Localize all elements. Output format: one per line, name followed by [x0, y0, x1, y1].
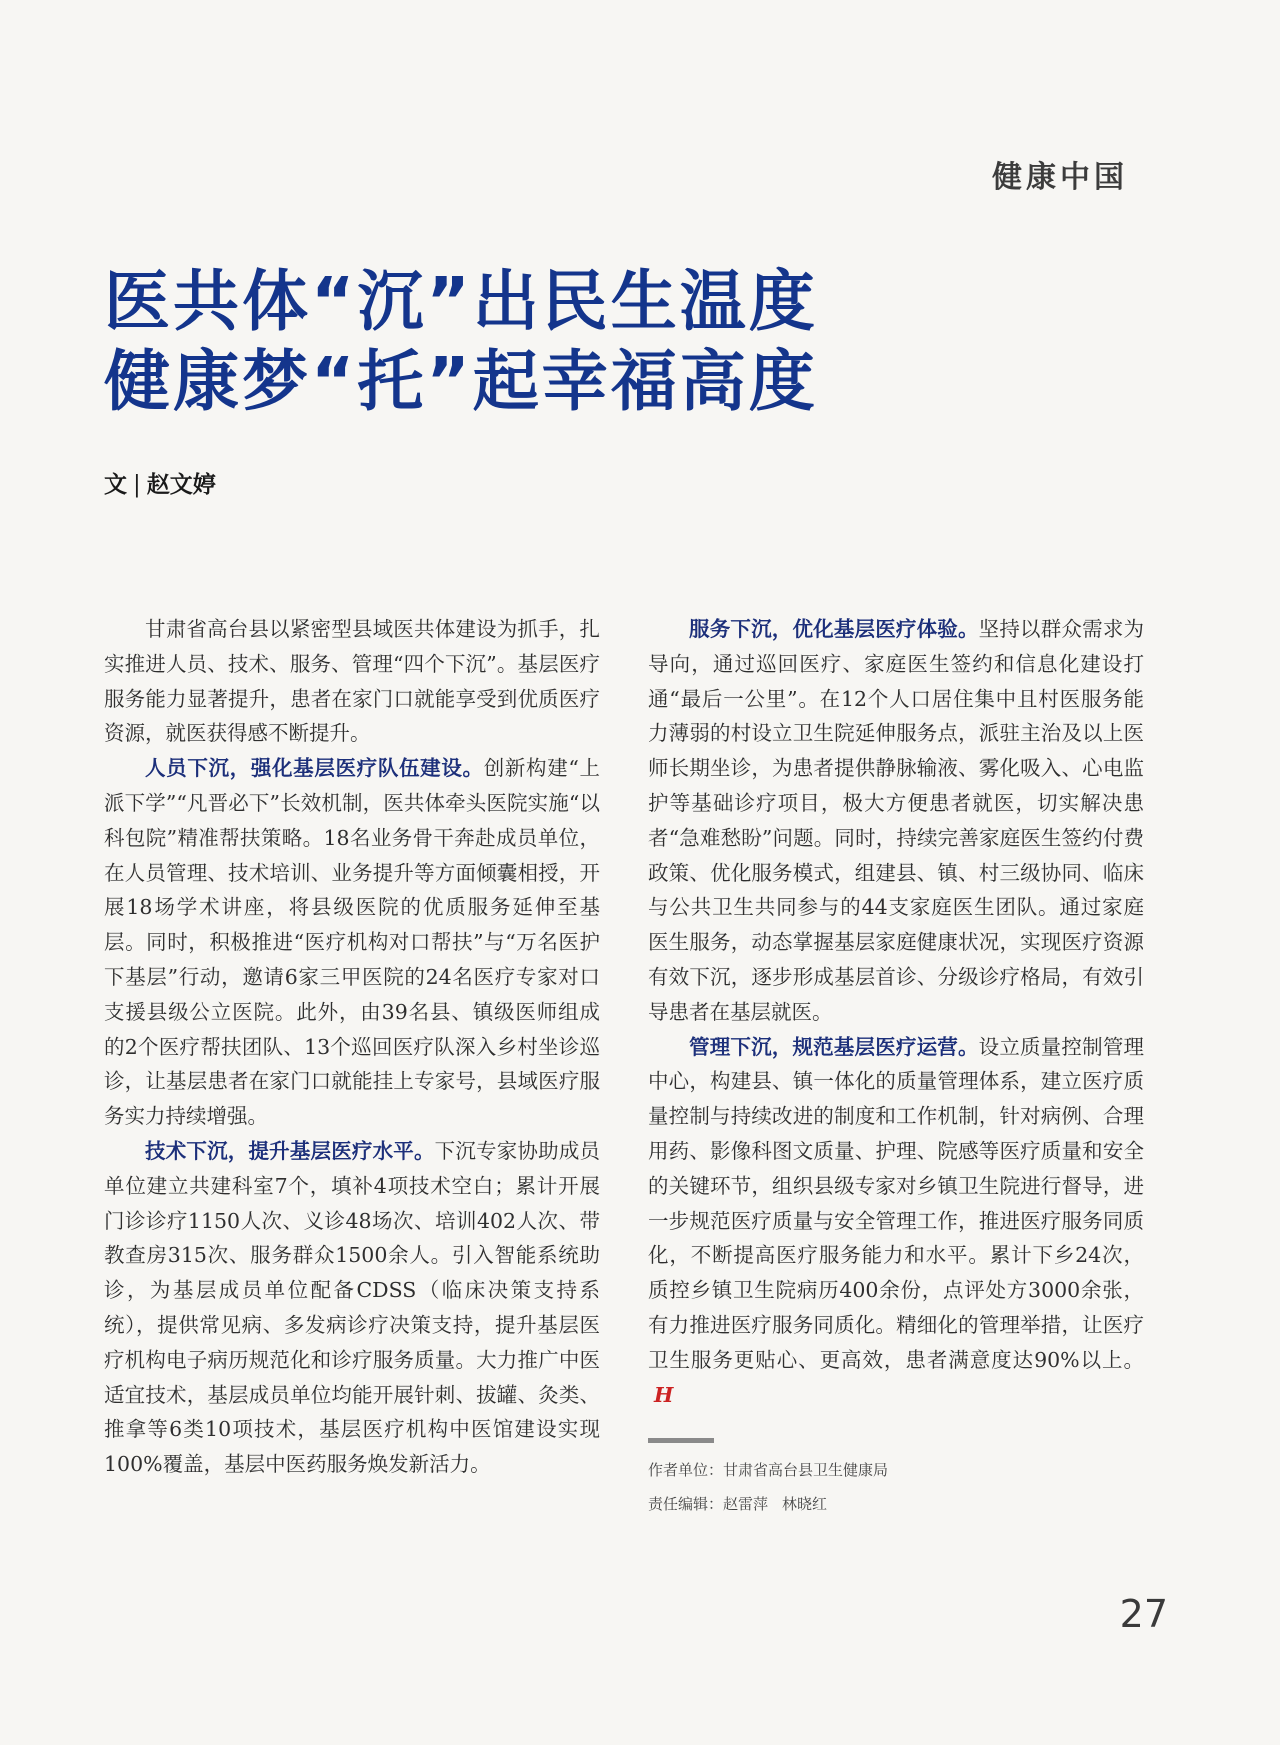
paragraph-body: 下沉专家协助成员单位建立共建科室7个，填补4项技术空白；累计开展门诊诊疗1150人次、义诊48场次、培训402人次、带教查房315次、服务群众1500余人。引入智能系统助诊，为基层成员单位配备CDSS（临床决策支持系统），提供常见病、多发病诊疗决策支持，提升基层医疗机构电子病历规范化和诊疗服务质量。大力推广中医适宜技术，基层成员单位均能开展针刺、拔罐、灸类、推拿等6类10项技术，基层医疗机构中医馆建设实现100%覆盖，基层中医药服务焕发新活力。 — [104, 1138, 601, 1477]
author-unit — [648, 1453, 1144, 1487]
paragraph-lead: 服务下沉，优化基层医疗体验。 — [689, 617, 979, 641]
title-line-1: 医共体“沉”出民生温度 — [104, 263, 818, 340]
paragraph-lead: 管理下沉，规范基层医疗运营。 — [689, 1034, 979, 1059]
responsible-editors — [648, 1487, 1144, 1521]
page-number: 27 — [1119, 1592, 1168, 1636]
section-label: 健康中国 — [992, 160, 1128, 195]
paragraph-service — [648, 612, 1144, 1030]
paragraph-lead: 技术下沉，提升基层医疗水平。 — [145, 1138, 435, 1163]
title-line-2: 健康梦“托”起幸福高度 — [104, 343, 818, 420]
byline — [104, 466, 216, 499]
editor-label: 责任编辑： — [648, 1495, 724, 1514]
byline-prefix: 文 — [104, 471, 127, 498]
paragraph-body: 创新构建“上派下学”“凡晋必下”长效机制，医共体牵头医院实施“以科包院”精准帮扶策略。18名业务骨干奔赴成员单位，在人员管理、技术培训、业务提升等方面倾囊相授，开展18场学术讲座，将县级医院的优质服务延伸至基层。同时，积极推进“医疗机构对口帮扶”与“万名医护下基层”行动，邀请6家三甲医院的24名医疗专家对口支援县级公立医院。此外，由39名县、镇级医师组成的2个医疗帮扶团队、13个巡回医疗队深入乡村坐诊巡诊，让基层患者在家门口就能挂上专家号，县域医疗服务实力持续增强。 — [104, 756, 601, 1129]
credits-divider — [648, 1438, 714, 1443]
paragraph-management — [648, 1030, 1144, 1413]
paragraph-body: 设立质量控制管理中心，构建县、镇一体化的质量管理体系，建立医疗质量控制与持续改进的制度和工作机制，针对病例、合理用药、影像科图文质量、护理、院感等医疗质量和安全的关键环节，组织县级专家对乡镇卫生院进行督导，进一步规范医疗质量与安全管理工作，推进医疗服务同质化，不断提高医疗服务能力和水平。累计下乡24次，质控乡镇卫生院病历400余份，点评处方3000余张，有力推进医疗服务同质化。精细化的管理举措，让医疗卫生服务更贴心、更高效，患者满意度达90%以上。 — [648, 1034, 1145, 1372]
credits — [648, 1453, 1144, 1521]
author-unit-label: 作者单位： — [648, 1461, 724, 1480]
paragraph-technology — [104, 1134, 600, 1482]
byline-separator: | — [133, 472, 141, 498]
article-column-left — [104, 612, 600, 1482]
editor-name: 赵雷萍 — [723, 1495, 769, 1514]
editor-name: 林晓红 — [782, 1495, 828, 1514]
paragraph-personnel — [104, 751, 600, 1134]
article-column-right — [648, 612, 1144, 1521]
paragraph-lead: 人员下沉，强化基层医疗队伍建设。 — [145, 756, 484, 781]
article-title — [104, 262, 818, 422]
end-mark-icon: H — [654, 1382, 674, 1407]
author-unit-value: 甘肃省高台县卫生健康局 — [723, 1461, 889, 1480]
paragraph-body: 坚持以群众需求为导向，通过巡回医疗、家庭医生签约和信息化建设打通“最后一公里”。在12个人口居住集中且村医服务能力薄弱的村设立卫生院延伸服务点，派驻主治及以上医师长期坐诊，为患者提供静脉输液、雾化吸入、心电监护等基础诊疗项目，极大方便患者就医，切实解决患者“急难愁盼”问题。同时，持续完善家庭医生签约付费政策、优化服务模式，组建县、镇、村三级协同、临床与公共卫生共同参与的44支家庭医生团队。通过家庭医生服务，动态掌握基层家庭健康状况，实现医疗资源有效下沉，逐步形成基层首诊、分级诊疗格局，有效引导患者在基层就医。 — [648, 617, 1145, 1024]
byline-author: 赵文婷 — [146, 471, 216, 498]
intro-paragraph: 甘肃省高台县以紧密型县域医共体建设为抓手，扎实推进人员、技术、服务、管理“四个下沉”。基层医疗服务能力显著提升，患者在家门口就能享受到优质医疗资源，就医获得感不断提升。 — [104, 617, 600, 746]
